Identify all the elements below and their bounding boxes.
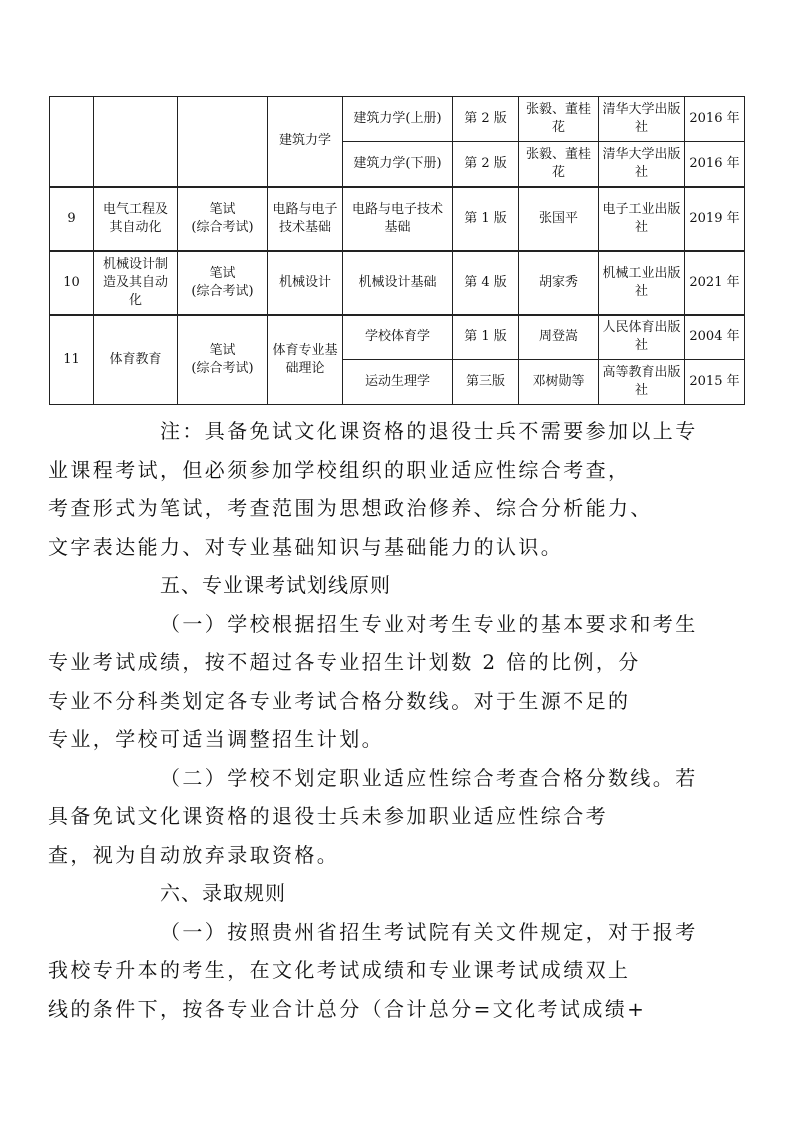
cell-book: 电路与电子技术基础 [343, 187, 453, 251]
cell-author: 周登嵩 [519, 315, 599, 360]
cell-subject: 电路与电子技术基础 [268, 187, 343, 251]
section-5-heading: 五、专业课考试划线原则 [160, 573, 391, 597]
cell-year: 2019 年 [685, 187, 745, 251]
cell-major: 电气工程及其自动化 [94, 187, 178, 251]
cell-subject: 建筑力学 [268, 97, 343, 187]
cell-edition: 第 2 版 [453, 97, 519, 142]
paragraph-line: 具备免试文化课资格的退役士兵未参加职业适应性综合考 [48, 804, 608, 828]
paragraph-line: 我校专升本的考生，在文化考试成绩和专业课考试成绩双上 [48, 958, 631, 982]
cell-author: 张毅、董桂花 [519, 97, 599, 142]
cell-edition: 第 1 版 [453, 187, 519, 251]
paragraph-line: 专业不分科类划定各专业考试合格分数线。对于生源不足的 [48, 688, 631, 713]
cell-year: 2016 年 [685, 97, 745, 142]
cell-major [94, 97, 178, 187]
cell-no [50, 97, 94, 187]
table-row [50, 187, 745, 251]
paragraph-line: （一）按照贵州省招生考试院有关文件规定，对于报考 [160, 919, 698, 944]
note-line: 业课程考试，但必须参加学校组织的职业适应性综合考查， [48, 457, 631, 482]
note-line: 文字表达能力、对专业基础知识与基础能力的认识。 [48, 534, 564, 559]
cell-book: 机械设计基础 [343, 251, 453, 315]
cell-no: 11 [50, 315, 94, 405]
cell-exam: 笔试 (综合考试) [178, 251, 268, 315]
cell-book: 建筑力学(下册) [343, 142, 453, 187]
cell-year: 2016 年 [685, 142, 745, 187]
cell-major: 机械设计制造及其自动化 [94, 251, 178, 315]
cell-publisher: 高等教育出版社 [599, 360, 685, 405]
cell-edition: 第三版 [453, 360, 519, 405]
cell-publisher: 电子工业出版社 [599, 187, 685, 251]
cell-subject: 机械设计 [268, 251, 343, 315]
cell-exam [178, 97, 268, 187]
course-table [49, 96, 745, 405]
cell-author: 邓树勋等 [519, 360, 599, 405]
cell-subject: 体育专业基础理论 [268, 315, 343, 405]
cell-book: 学校体育学 [343, 315, 453, 360]
cell-major: 体育教育 [94, 315, 178, 405]
cell-exam: 笔试 (综合考试) [178, 315, 268, 405]
cell-no: 10 [50, 251, 94, 315]
cell-year: 2021 年 [685, 251, 745, 315]
paragraph-line: 查，视为自动放弃录取资格。 [48, 842, 340, 867]
cell-year: 2015 年 [685, 360, 745, 405]
table-row [50, 315, 745, 360]
section-6-heading: 六、录取规则 [160, 881, 286, 905]
cell-publisher: 人民体育出版社 [599, 315, 685, 360]
paragraph-line: 线的条件下，按各专业合计总分（合计总分=文化考试成绩+ [48, 996, 647, 1021]
cell-edition: 第 1 版 [453, 315, 519, 360]
table-row [50, 251, 745, 315]
cell-exam: 笔试 (综合考试) [178, 187, 268, 251]
cell-no: 9 [50, 187, 94, 251]
cell-publisher: 清华大学出版社 [599, 142, 685, 187]
cell-author: 张毅、董桂花 [519, 142, 599, 187]
cell-book: 运动生理学 [343, 360, 453, 405]
cell-publisher: 清华大学出版社 [599, 97, 685, 142]
document-body [48, 412, 738, 1028]
cell-author: 张国平 [519, 187, 599, 251]
note-line: 注：具备免试文化课资格的退役士兵不需要参加以上专 [160, 419, 698, 443]
paragraph-line: 专业考试成绩，按不超过各专业招生计划数 2 倍的比例，分 [48, 650, 641, 674]
cell-author: 胡家秀 [519, 251, 599, 315]
cell-year: 2004 年 [685, 315, 745, 360]
paragraph-line: （一）学校根据招生专业对考生专业的基本要求和考生 [160, 611, 698, 636]
note-line: 考查形式为笔试，考查范围为思想政治修养、综合分析能力、 [48, 496, 653, 520]
table-row [50, 97, 745, 142]
cell-edition: 第 4 版 [453, 251, 519, 315]
cell-publisher: 机械工业出版社 [599, 251, 685, 315]
paragraph-line: 专业，学校可适当调整招生计划。 [48, 727, 384, 751]
paragraph-line: （二）学校不划定职业适应性综合考查合格分数线。若 [160, 765, 698, 790]
cell-edition: 第 2 版 [453, 142, 519, 187]
cell-book: 建筑力学(上册) [343, 97, 453, 142]
